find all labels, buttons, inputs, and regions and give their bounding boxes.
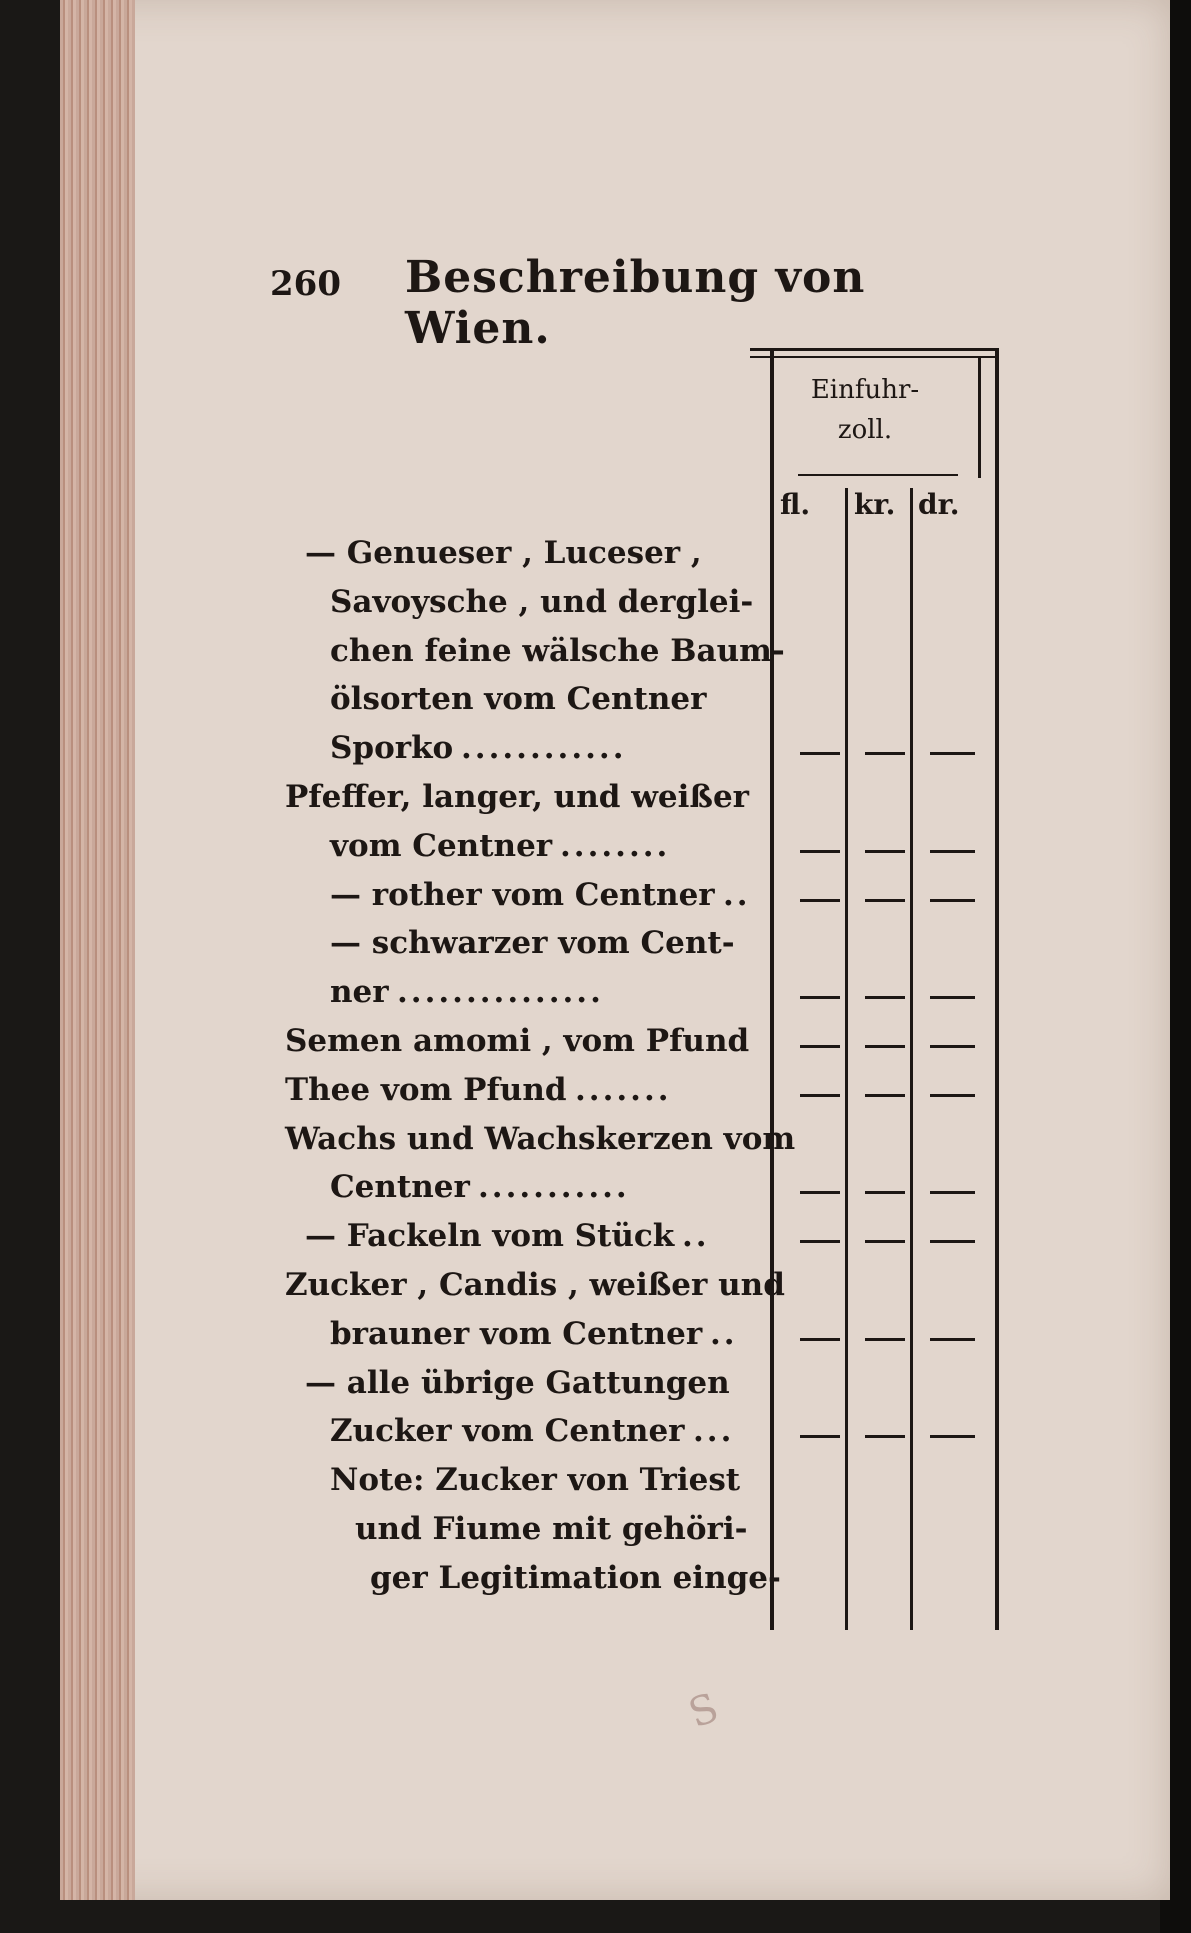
- column-rule-1: [845, 488, 848, 1630]
- entry-text: — Genueser , Luceser ,: [305, 535, 702, 571]
- entry-line: [285, 535, 780, 579]
- entry-line: [285, 1169, 780, 1213]
- page-number: 260: [270, 264, 341, 304]
- entry-leader-dots: ..: [710, 1315, 738, 1352]
- tariff-dash-mark: [865, 1240, 905, 1243]
- entry-text: Savoysche , und derglei-: [330, 583, 754, 620]
- table-top-rule: [750, 348, 995, 351]
- entry-line: [285, 779, 780, 823]
- group-bottom-rule: [798, 474, 958, 476]
- entry-line: [285, 1413, 780, 1457]
- column-header-dr: dr.: [918, 488, 960, 521]
- entry-line: [285, 1462, 780, 1506]
- tariff-dash-mark: [865, 1338, 905, 1341]
- entry-text: vom Centner: [330, 827, 553, 864]
- tariff-dash-mark: [800, 1338, 840, 1341]
- entry-line: [285, 1072, 780, 1116]
- entry-line: [285, 681, 780, 725]
- entry-text: — alle übrige Gattungen: [305, 1364, 730, 1401]
- column-rule-2: [910, 488, 913, 1630]
- entry-line: [285, 730, 780, 774]
- tariff-dash-mark: [800, 1094, 840, 1097]
- tariff-dash-mark: [865, 1435, 905, 1438]
- tariff-dash-mark: [930, 1045, 975, 1048]
- tariff-dash-mark: [865, 1191, 905, 1194]
- entry-line: [285, 828, 780, 872]
- tariff-dash-mark: [930, 899, 975, 902]
- entry-text: Note: Zucker von Triest: [330, 1462, 741, 1499]
- entry-leader-dots: ...: [693, 1413, 735, 1450]
- page-edge: [60, 0, 135, 1900]
- entry-text: Zucker vom Centner: [330, 1413, 685, 1450]
- entry-text: Thee vom Pfund: [285, 1071, 567, 1108]
- ink-stain: S: [682, 1684, 725, 1738]
- entry-line: [285, 925, 780, 969]
- entry-line: [285, 1365, 780, 1409]
- column-header-kr: kr.: [854, 488, 896, 521]
- tariff-dash-mark: [800, 899, 840, 902]
- entry-leader-dots: ..: [682, 1218, 710, 1255]
- tariff-dash-mark: [800, 1240, 840, 1243]
- entry-line: [285, 584, 780, 628]
- entry-text: — schwarzer vom Cent-: [330, 925, 735, 962]
- entry-text: Zucker , Candis , weißer und: [285, 1267, 785, 1303]
- tariff-dash-mark: [865, 850, 905, 853]
- entry-line: [285, 1023, 780, 1067]
- entry-line: [285, 1560, 780, 1604]
- entry-text: — rother vom Centner: [330, 876, 715, 913]
- entry-leader-dots: ........: [560, 827, 671, 864]
- tariff-dash-mark: [800, 1191, 840, 1194]
- entry-text: ger Legitimation einge-: [370, 1559, 781, 1596]
- entry-line: [285, 877, 780, 921]
- tariff-dash-mark: [800, 752, 840, 755]
- tariff-dash-mark: [930, 1435, 975, 1438]
- entry-text: Centner: [330, 1169, 470, 1206]
- entry-text: — Fackeln vom Stück: [305, 1218, 675, 1255]
- group-header-line-1: Einfuhr-: [810, 375, 920, 405]
- entry-leader-dots: ............: [461, 730, 627, 767]
- tariff-dash-mark: [865, 996, 905, 999]
- entry-text: ölsorten vom Centner: [330, 681, 707, 718]
- entry-line: [285, 1267, 785, 1311]
- entry-text: ner: [330, 974, 389, 1011]
- entry-line: [285, 1120, 796, 1165]
- entry-text: brauner vom Centner: [330, 1315, 703, 1352]
- tariff-dash-mark: [800, 850, 840, 853]
- tariff-dash-mark: [930, 850, 975, 853]
- tariff-dash-mark: [930, 1338, 975, 1341]
- table-top-rule-2: [750, 356, 995, 358]
- tariff-dash-mark: [800, 996, 840, 999]
- entry-leader-dots: .......: [575, 1071, 672, 1108]
- entry-leader-dots: ...........: [478, 1169, 630, 1206]
- group-header-line-2: zoll.: [837, 415, 893, 445]
- entry-text: chen feine wälsche Baum-: [330, 632, 785, 669]
- entry-text: Pfeffer, langer, und weißer: [285, 779, 750, 815]
- entry-leader-dots: ..: [723, 876, 751, 913]
- group-header-einfuhrzoll: [790, 370, 940, 450]
- entry-text: und Fiume mit gehöri-: [355, 1511, 748, 1547]
- entry-line: [285, 1316, 780, 1360]
- entry-line: [285, 1218, 780, 1262]
- entry-text: Wachs und Wachskerzen vom: [285, 1120, 796, 1157]
- tariff-dash-mark: [865, 899, 905, 902]
- tariff-dash-mark: [865, 1094, 905, 1097]
- tariff-dash-mark: [930, 996, 975, 999]
- table-right-rule: [995, 348, 999, 1630]
- tariff-dash-mark: [930, 1094, 975, 1097]
- tariff-dash-mark: [800, 1045, 840, 1048]
- tariff-dash-mark: [930, 1191, 975, 1194]
- group-right-rule: [978, 358, 981, 478]
- column-header-fl: fl.: [780, 488, 811, 521]
- tariff-dash-mark: [930, 1240, 975, 1243]
- running-title: Beschreibung von Wien.: [405, 252, 866, 354]
- entry-leader-dots: ...............: [397, 974, 604, 1011]
- tariff-dash-mark: [865, 1045, 905, 1048]
- tariff-dash-mark: [865, 752, 905, 755]
- entry-line: [285, 974, 780, 1018]
- entry-line: [285, 632, 785, 677]
- entry-text: Semen amomi , vom Pfund: [285, 1023, 750, 1059]
- entry-line: [285, 1511, 780, 1555]
- entry-text: Sporko: [330, 730, 454, 767]
- tariff-dash-mark: [800, 1435, 840, 1438]
- tariff-dash-mark: [930, 752, 975, 755]
- page-header: [270, 250, 970, 354]
